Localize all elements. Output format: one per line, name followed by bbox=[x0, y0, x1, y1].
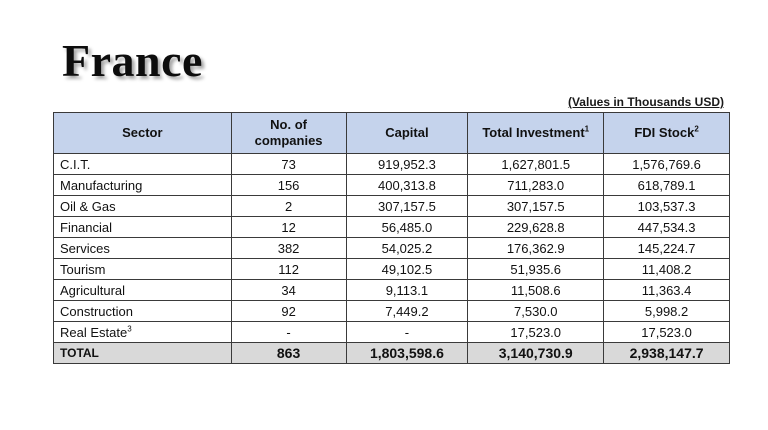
cell-total-investment: 229,628.8 bbox=[468, 217, 604, 238]
cell-sector bbox=[54, 259, 232, 280]
table-row bbox=[54, 154, 730, 175]
table-row bbox=[54, 322, 730, 343]
table-row bbox=[54, 196, 730, 217]
cell-capital: 9,113.1 bbox=[346, 280, 468, 301]
sector-name: Services bbox=[60, 240, 110, 256]
sector-name: Oil & Gas bbox=[60, 198, 116, 214]
total-investment: 3,140,730.9 bbox=[468, 343, 604, 364]
sector-name: Manufacturing bbox=[60, 177, 143, 193]
cell-total-investment: 17,523.0 bbox=[468, 322, 604, 343]
cell-capital: 54,025.2 bbox=[346, 238, 468, 259]
header-sector bbox=[54, 113, 232, 154]
total-capital: 1,803,598.6 bbox=[346, 343, 468, 364]
cell-fdi-stock: 103,537.3 bbox=[604, 196, 730, 217]
cell-sector bbox=[54, 154, 232, 175]
cell-fdi-stock: 11,363.4 bbox=[604, 280, 730, 301]
cell-fdi-stock: 17,523.0 bbox=[604, 322, 730, 343]
cell-companies: 92 bbox=[231, 301, 346, 322]
total-row bbox=[54, 343, 730, 364]
sector-name: Agricultural bbox=[60, 282, 126, 298]
sector-name: Real Estate bbox=[60, 324, 128, 340]
cell-capital: 307,157.5 bbox=[346, 196, 468, 217]
header-sector-label: Sector bbox=[122, 125, 163, 140]
cell-companies: 73 bbox=[231, 154, 346, 175]
cell-fdi-stock: 5,998.2 bbox=[604, 301, 730, 322]
cell-capital: 56,485.0 bbox=[346, 217, 468, 238]
cell-total-investment: 1,627,801.5 bbox=[468, 154, 604, 175]
header-total-investment bbox=[468, 113, 604, 154]
cell-sector bbox=[54, 238, 232, 259]
table-row bbox=[54, 175, 730, 196]
cell-fdi-stock: 1,576,769.6 bbox=[604, 154, 730, 175]
table-row bbox=[54, 259, 730, 280]
footnote-marker: 3 bbox=[127, 324, 132, 334]
header-total-investment-label: Total Investment bbox=[482, 125, 585, 140]
page-title: France bbox=[62, 35, 203, 86]
cell-sector bbox=[54, 196, 232, 217]
header-capital-label: Capital bbox=[385, 125, 429, 140]
table-row bbox=[54, 238, 730, 259]
cell-total-investment: 711,283.0 bbox=[468, 175, 604, 196]
cell-companies: 112 bbox=[231, 259, 346, 280]
cell-fdi-stock: 11,408.2 bbox=[604, 259, 730, 280]
cell-capital: 919,952.3 bbox=[346, 154, 468, 175]
sector-name: Financial bbox=[60, 219, 113, 235]
cell-fdi-stock: 618,789.1 bbox=[604, 175, 730, 196]
header-companies-line2: companies bbox=[254, 133, 323, 148]
total-fdi-stock: 2,938,147.7 bbox=[604, 343, 730, 364]
cell-sector bbox=[54, 280, 232, 301]
table-row bbox=[54, 280, 730, 301]
cell-sector bbox=[54, 217, 232, 238]
cell-companies: 34 bbox=[231, 280, 346, 301]
footnote-marker: 1 bbox=[584, 124, 590, 134]
header-companies-line1: No. of bbox=[270, 117, 307, 132]
fdi-table bbox=[53, 112, 730, 364]
cell-companies: 12 bbox=[231, 217, 346, 238]
header-capital bbox=[346, 113, 468, 154]
footnote-marker: 2 bbox=[694, 124, 699, 134]
cell-capital: - bbox=[346, 322, 468, 343]
sector-name: Construction bbox=[60, 303, 133, 319]
cell-total-investment: 7,530.0 bbox=[468, 301, 604, 322]
cell-total-investment: 176,362.9 bbox=[468, 238, 604, 259]
cell-sector bbox=[54, 175, 232, 196]
total-label: TOTAL bbox=[54, 343, 232, 364]
header-companies bbox=[231, 113, 346, 154]
cell-companies: 156 bbox=[231, 175, 346, 196]
sector-name: Tourism bbox=[60, 261, 106, 277]
cell-sector bbox=[54, 301, 232, 322]
cell-total-investment: 51,935.6 bbox=[468, 259, 604, 280]
cell-total-investment: 11,508.6 bbox=[468, 280, 604, 301]
cell-sector bbox=[54, 322, 232, 343]
table-header-row bbox=[54, 113, 730, 154]
cell-companies: 382 bbox=[231, 238, 346, 259]
cell-fdi-stock: 447,534.3 bbox=[604, 217, 730, 238]
sector-name: C.I.T. bbox=[60, 156, 91, 172]
cell-companies: - bbox=[231, 322, 346, 343]
header-fdi-stock-label: FDI Stock bbox=[634, 125, 695, 140]
cell-companies: 2 bbox=[231, 196, 346, 217]
cell-fdi-stock: 145,224.7 bbox=[604, 238, 730, 259]
total-companies: 863 bbox=[231, 343, 346, 364]
cell-capital: 49,102.5 bbox=[346, 259, 468, 280]
table-row bbox=[54, 217, 730, 238]
cell-capital: 400,313.8 bbox=[346, 175, 468, 196]
cell-capital: 7,449.2 bbox=[346, 301, 468, 322]
cell-total-investment: 307,157.5 bbox=[468, 196, 604, 217]
table-row bbox=[54, 301, 730, 322]
units-note: (Values in Thousands USD) bbox=[567, 95, 724, 109]
header-fdi-stock bbox=[604, 113, 730, 154]
